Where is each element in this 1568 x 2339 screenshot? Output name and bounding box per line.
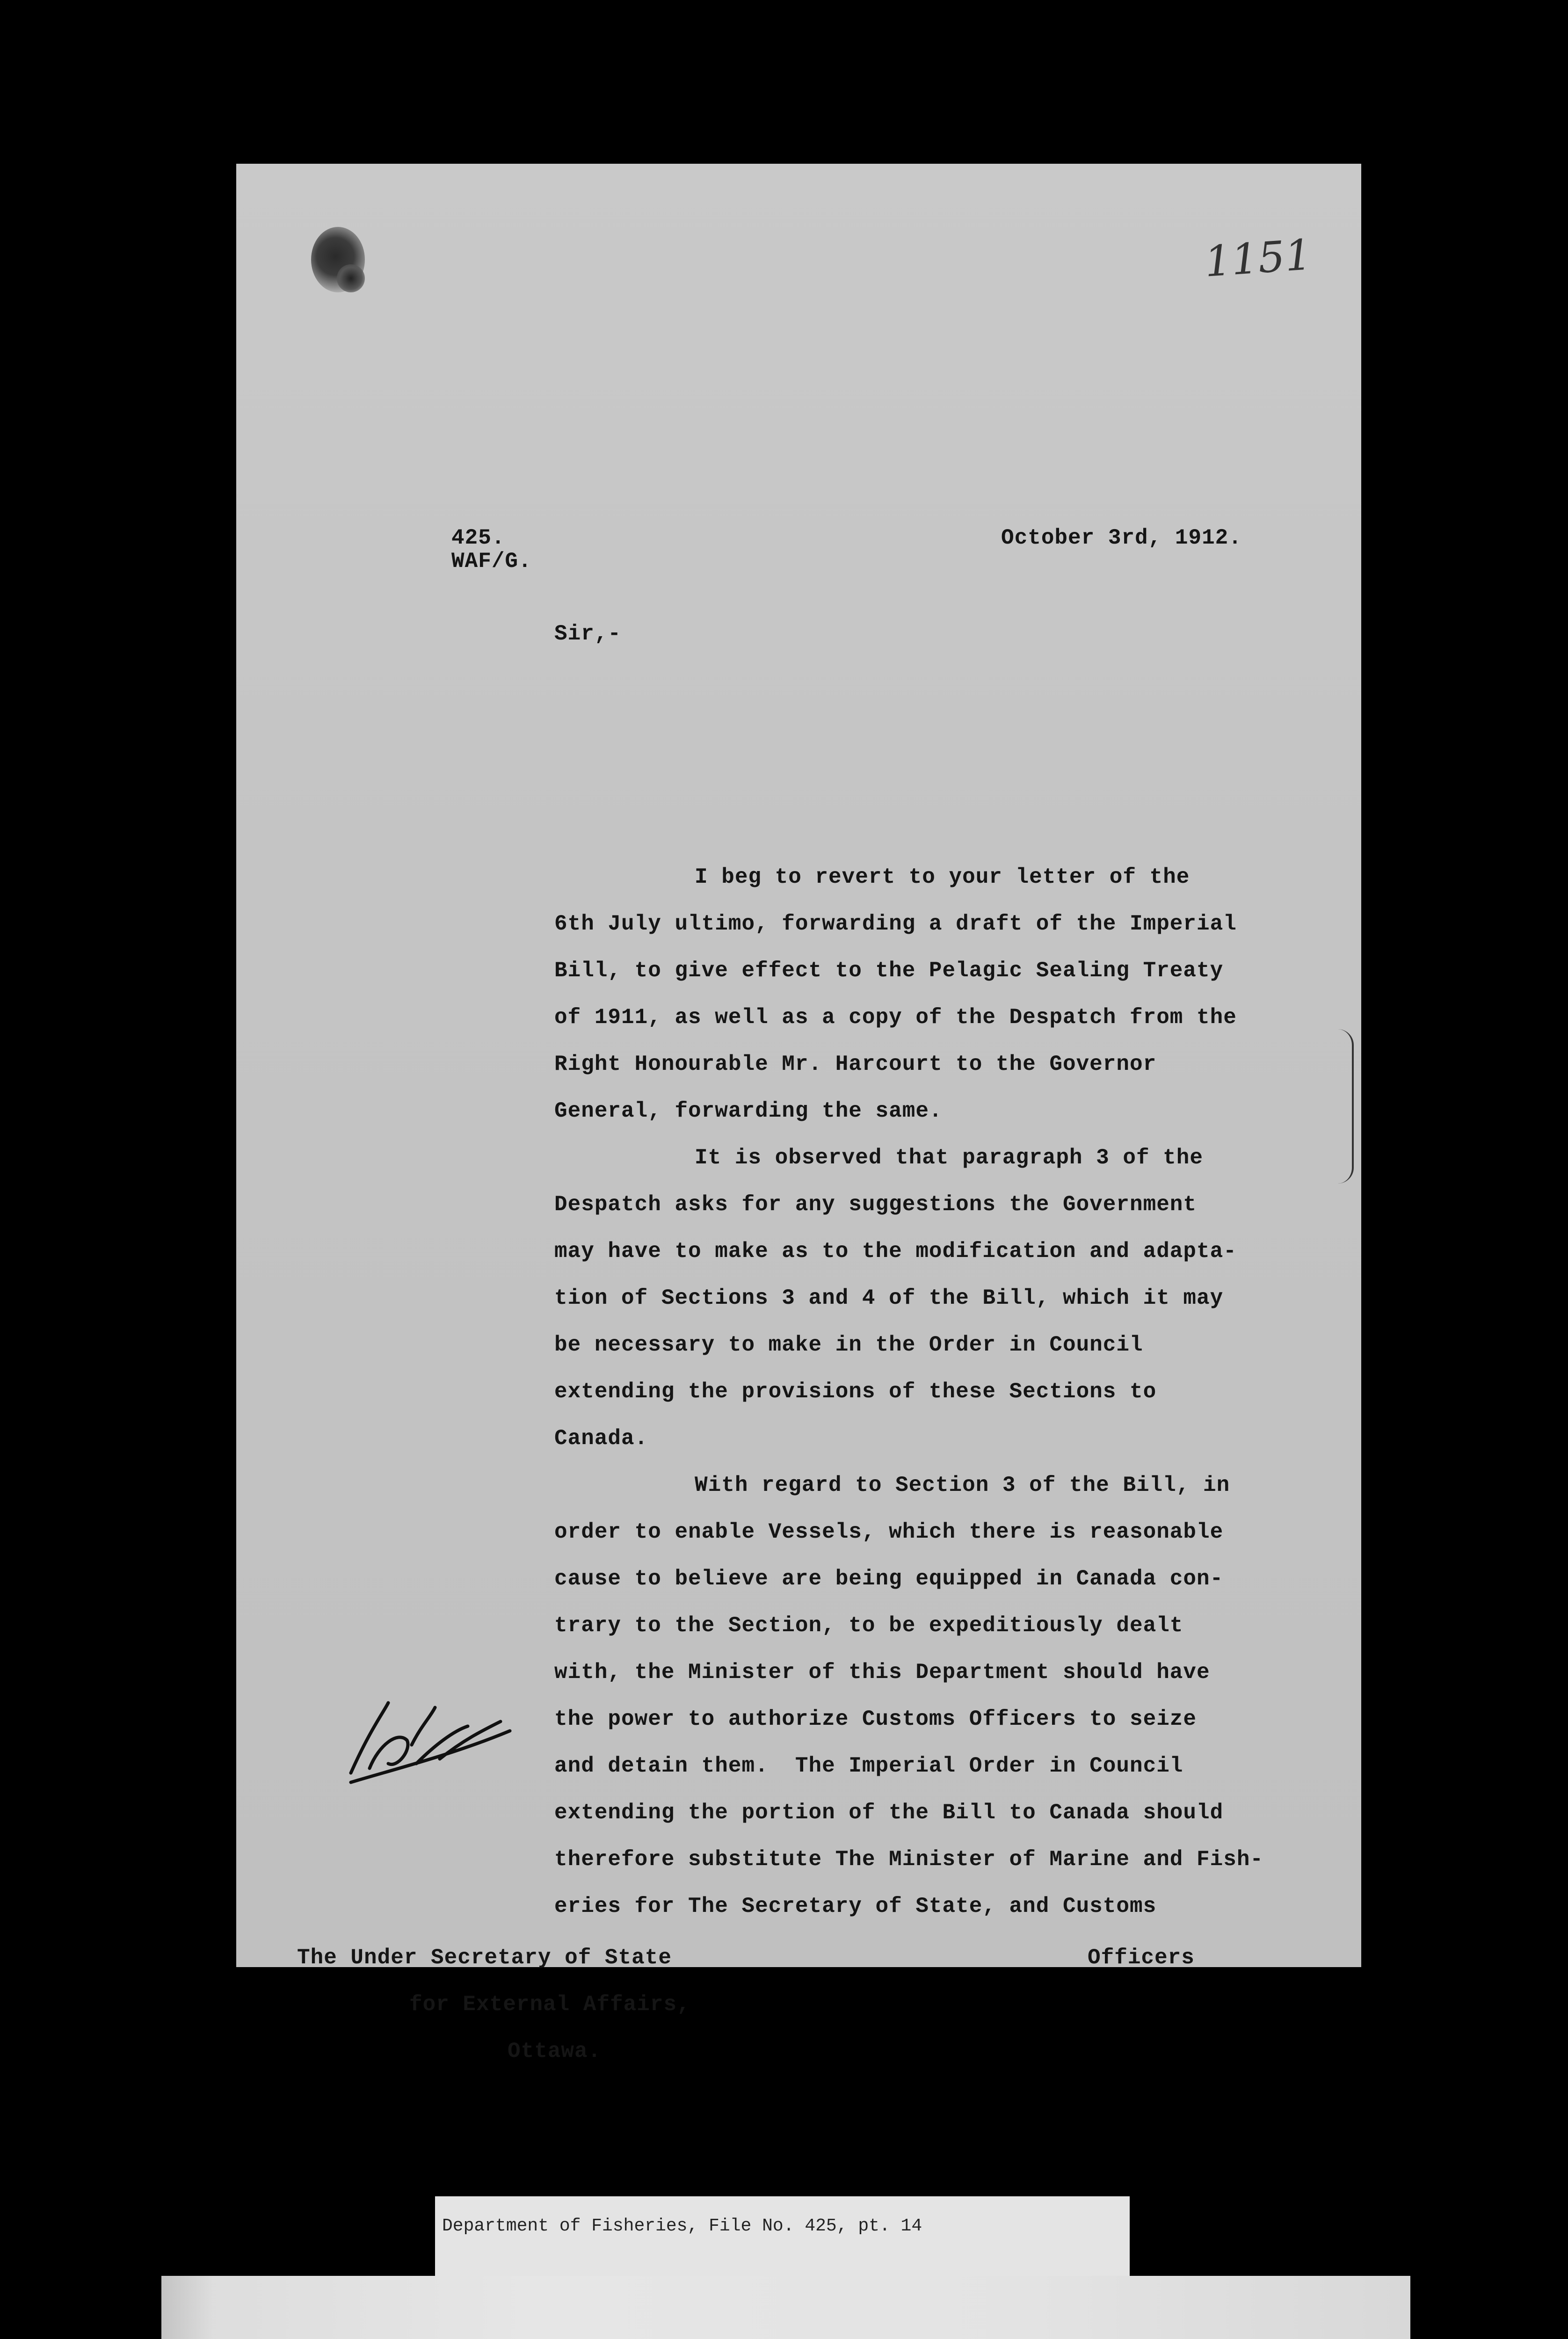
body-line: and detain them. The Imperial Order in Council — [554, 1754, 1183, 1778]
reference-initials: WAF/G. — [451, 549, 532, 574]
body-line: It is observed that paragraph 3 of the — [695, 1146, 1203, 1170]
body-line: General, forwarding the same. — [554, 1099, 943, 1123]
body-line: cause to believe are being equipped in Canada con- — [554, 1567, 1224, 1591]
body-line: 6th July ultimo, forwarding a draft of the Imperial — [554, 912, 1237, 936]
salutation: Sir,- — [554, 622, 622, 646]
addressee-line: The Under Secretary of State — [297, 1946, 672, 1970]
body-line: of 1911, as well as a copy of the Despatch from the — [554, 1005, 1237, 1030]
tape-shadow — [161, 2276, 213, 2339]
addressee-line: for External Affairs, — [409, 1992, 690, 2017]
archive-file-label — [435, 2196, 1130, 2276]
body-line: extending the provisions of these Sections to — [554, 1380, 1157, 1404]
body-line: Bill, to give effect to the Pelagic Sealing Treaty — [554, 959, 1224, 983]
margin-bracket-mark — [1338, 1029, 1354, 1184]
punch-hole-mark — [337, 264, 365, 292]
body-line: eries for The Secretary of State, and Customs — [554, 1894, 1157, 1918]
addressee-line: Ottawa. — [508, 2039, 602, 2063]
letter-date: October 3rd, 1912. — [1001, 526, 1242, 550]
body-line: trary to the Section, to be expeditiously dealt — [554, 1613, 1183, 1638]
body-line: With regard to Section 3 of the Bill, in — [695, 1473, 1230, 1497]
body-line: I beg to revert to your letter of the — [695, 865, 1190, 889]
body-line: may have to make as to the modification and adapta- — [554, 1239, 1237, 1264]
page-number: 1151 — [1203, 230, 1314, 287]
body-line: therefore substitute The Minister of Marine and Fish- — [554, 1847, 1264, 1872]
body-line: extending the portion of the Bill to Canada should — [554, 1801, 1224, 1825]
handwritten-initials-signature — [341, 1675, 519, 1796]
archive-file-label-text: Department of Fisheries, File No. 425, pt. 14 — [442, 2216, 922, 2236]
body-line: tion of Sections 3 and 4 of the Bill, which it may — [554, 1286, 1224, 1310]
body-line: the power to authorize Customs Officers to seize — [554, 1707, 1197, 1731]
reference-number: 425. — [451, 526, 505, 550]
body-line: be necessary to make in the Order in Council — [554, 1333, 1143, 1357]
body-line: Despatch asks for any suggestions the Government — [554, 1192, 1197, 1217]
body-line: order to enable Vessels, which there is reasonable — [554, 1520, 1224, 1544]
archives-stamp — [161, 2276, 1410, 2339]
body-line: Canada. — [554, 1426, 648, 1451]
body-line: Right Honourable Mr. Harcourt to the Governor — [554, 1052, 1157, 1076]
body-line: with, the Minister of this Department should have — [554, 1660, 1210, 1685]
catchword: Officers — [1088, 1946, 1195, 1970]
